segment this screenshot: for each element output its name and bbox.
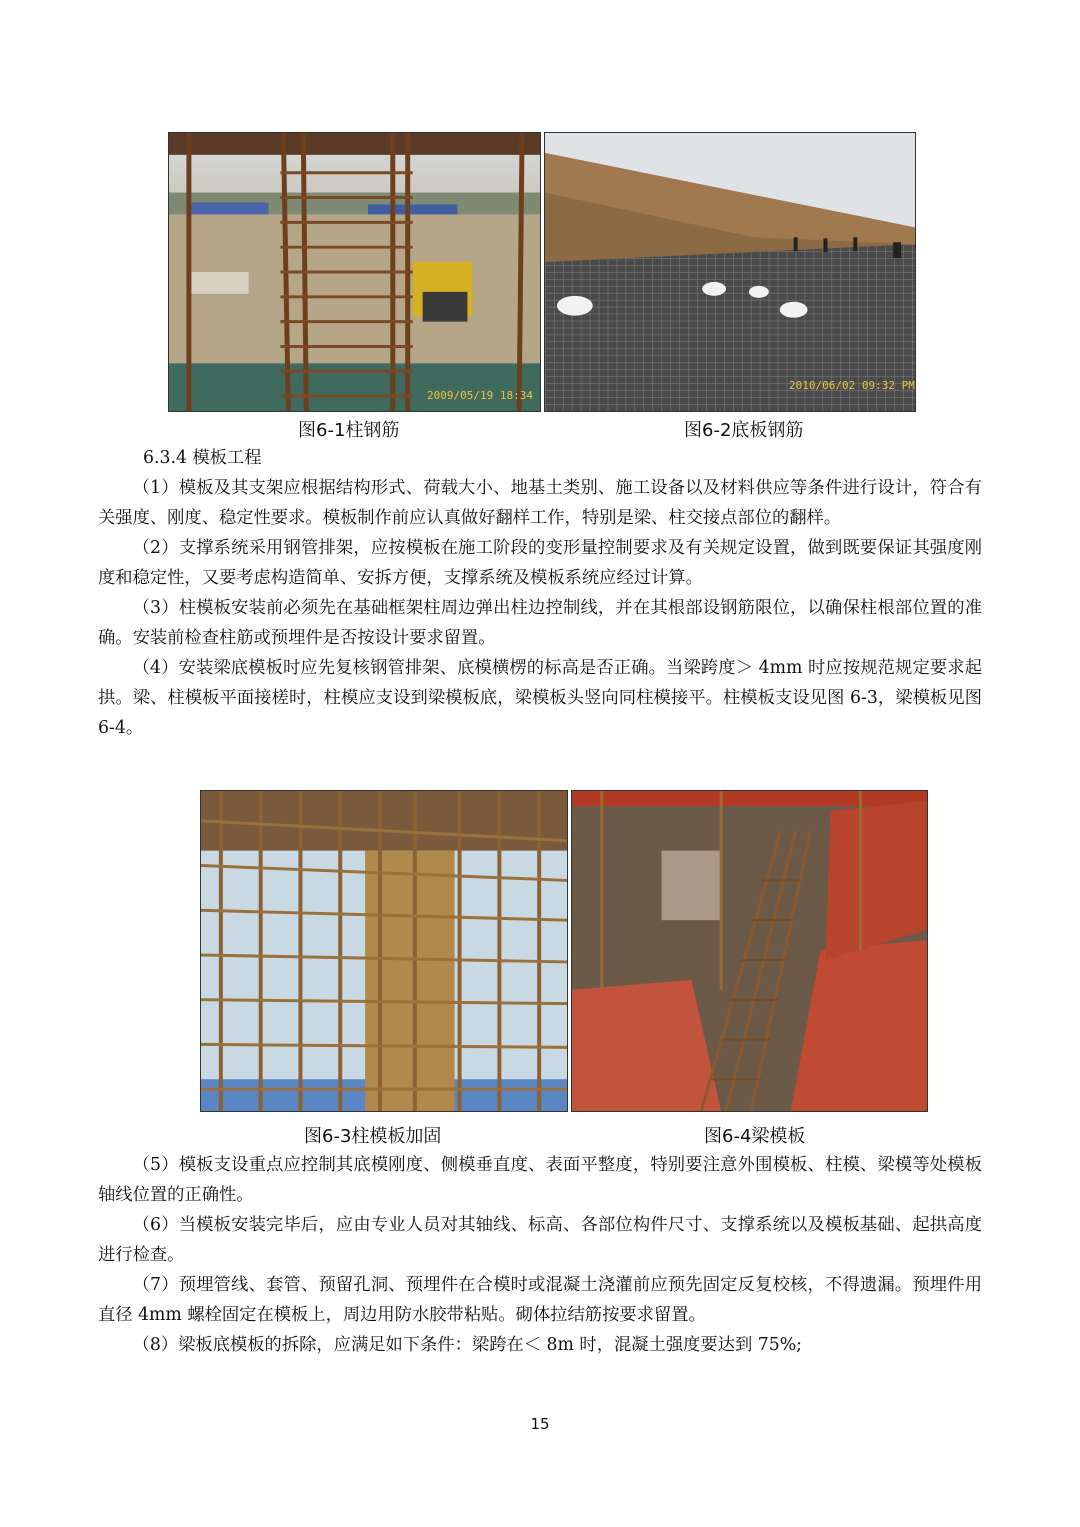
paragraph: （6）当模板安装完毕后，应由专业人员对其轴线、标高、各部位构件尺寸、支撑系统以及模板基础、起拱高度进行检查。 (98, 1215, 982, 1265)
figure-6-4-caption: 图6-4梁模板 (704, 1126, 806, 1147)
paragraph: （8）梁板底模板的拆除，应满足如下条件：梁跨在＜ 8m 时，混凝土强度要达到 75%; (132, 1335, 802, 1355)
figure-6-3-photo (200, 790, 568, 1112)
paragraph: （3）柱模板安装前必须先在基础框架柱周边弹出柱边控制线，并在其根部设钢筋限位，以确保柱根部位置的准确。安装前检查柱筋或预埋件是否按设计要求留置。 (98, 598, 982, 648)
figure-6-4-photo (571, 790, 928, 1112)
figure-6-2-caption: 图6-2底板钢筋 (684, 420, 804, 441)
figure-6-1-caption: 图6-1柱钢筋 (298, 420, 400, 441)
body-text-bottom (98, 1150, 982, 1360)
photo-date-stamp: 2010/06/02 09:32 PM (789, 379, 915, 392)
body-text-top (98, 443, 982, 743)
section-heading: 6.3.4 模板工程 (142, 448, 262, 468)
paragraph: （7）预埋管线、套管、预留孔洞、预埋件在合模时或混凝土浇灌前应预先固定反复校核，不得遗漏。预埋件用直径 4mm 螺栓固定在模板上，周边用防水胶带粘贴。砌体拉结筋按要求留置。 (98, 1275, 982, 1325)
paragraph: （4）安装梁底模板时应先复核钢管排架、底模横楞的标高是否正确。当梁跨度＞ 4mm 时应按规范规定要求起拱。梁、柱模板平面接槎时，柱模应支设到梁模板底，梁模板头竖向同柱模接平。柱模板支设见图 6-3，梁模板见图 6-4。 (98, 658, 982, 738)
paragraph: （5）模板支设重点应控制其底模刚度、侧模垂直度、表面平整度，特别要注意外围模板、柱模、梁模等处模板轴线位置的正确性。 (98, 1155, 982, 1205)
paragraph: （1）模板及其支架应根据结构形式、荷载大小、地基土类别、施工设备以及材料供应等条件进行设计，符合有关强度、刚度、稳定性要求。模板制作前应认真做好翻样工作，特别是梁、柱交接点部位的翻样。 (98, 478, 982, 528)
paragraph: （2）支撑系统采用钢管排架，应按模板在施工阶段的变形量控制要求及有关规定设置，做到既要保证其强度刚度和稳定性，又要考虑构造简单、安拆方便，支撑系统及模板系统应经过计算。 (98, 538, 982, 588)
photo-date-stamp: 2009/05/19 18:34 (427, 389, 533, 402)
page-number: 15 (530, 1415, 550, 1433)
figure-6-1-photo (168, 132, 541, 412)
figure-6-2-photo (544, 132, 916, 412)
figure-6-3-caption: 图6-3柱模板加固 (304, 1126, 442, 1147)
